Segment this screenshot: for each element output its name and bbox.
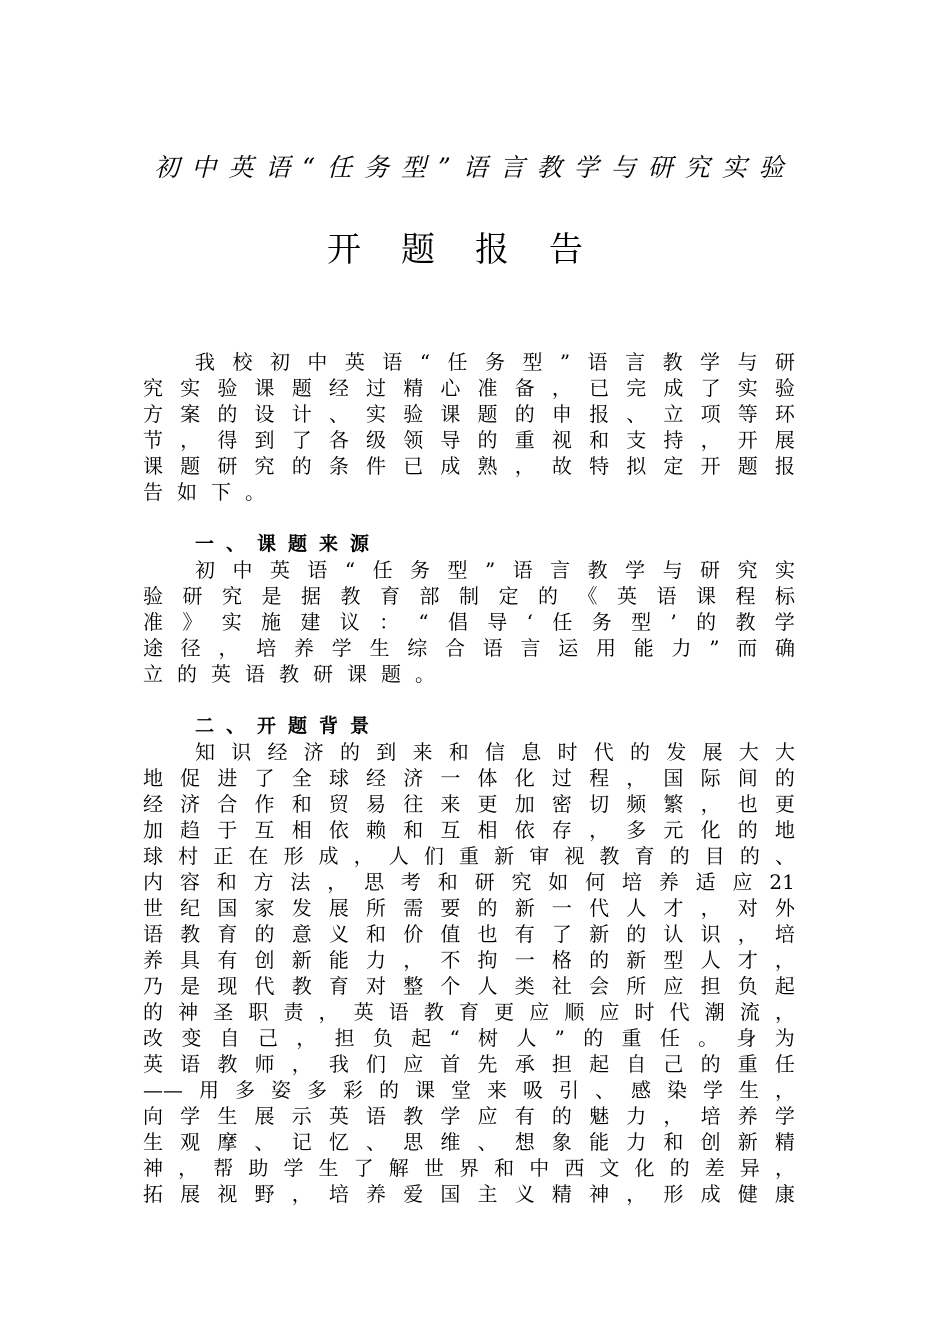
document-subtitle: 开题报告 (327, 230, 623, 270)
text-line: 验 研 究 是 据 教 育 部 制 定 的 《 英 语 课 程 标 (143, 584, 795, 608)
section-source (143, 531, 795, 687)
text-line: 内 容 和 方 法 ， 思 考 和 研 究 如 何 培 养 适 应 21 (143, 870, 795, 894)
text-line: 课 题 研 究 的 条 件 已 成 熟 ， 故 特 拟 定 开 题 报 (143, 454, 795, 478)
text-line: 世 纪 国 家 发 展 所 需 要 的 新 一 代 人 才 ， 对 外 (143, 896, 795, 920)
text-line: 英 语 教 师 ， 我 们 应 首 先 承 担 起 自 己 的 重 任 (143, 1052, 795, 1076)
text-line: 球 村 正 在 形 成 ， 人 们 重 新 审 视 教 育 的 目 的 、 (143, 844, 795, 868)
section-heading: 一、课题来源 (195, 533, 382, 555)
text-line: 立 的 英 语 教 研 课 题 。 (143, 662, 435, 686)
document-title: 初中英语“任务型”语言教学与研究实验 (154, 153, 796, 182)
text-line: 我 校 初 中 英 语 “ 任 务 型 ” 语 言 教 学 与 研 (195, 350, 795, 374)
text-line: 究 实 验 课 题 经 过 精 心 准 备 ， 已 完 成 了 实 验 (143, 376, 795, 400)
text-line: 生 观 摩 、 记 忆 、 思 维 、 想 象 能 力 和 创 新 精 (143, 1130, 795, 1154)
text-line: 的 神 圣 职 责 ， 英 语 教 育 更 应 顺 应 时 代 潮 流 ， (143, 1000, 795, 1024)
text-line: 经 济 合 作 和 贸 易 往 来 更 加 密 切 频 繁 ， 也 更 (143, 792, 795, 816)
intro-paragraph (143, 349, 795, 505)
text-line: 地 促 进 了 全 球 经 济 一 体 化 过 程 ， 国 际 间 的 (143, 766, 795, 790)
text-line: —— 用 多 姿 多 彩 的 课 堂 来 吸 引 、 感 染 学 生 ， (143, 1078, 795, 1102)
text-line: 节 ， 得 到 了 各 级 领 导 的 重 视 和 支 持 ， 开 展 (143, 428, 795, 452)
text-line: 语 教 育 的 意 义 和 价 值 也 有 了 新 的 认 识 ， 培 (143, 922, 795, 946)
text-line: 养 具 有 创 新 能 力 ， 不 拘 一 格 的 新 型 人 才 ， (143, 948, 795, 972)
text-line: 准 》 实 施 建 议 ： “ 倡 导 ‘ 任 务 型 ’ 的 教 学 (143, 610, 795, 634)
text-line: 乃 是 现 代 教 育 对 整 个 人 类 社 会 所 应 担 负 起 (143, 974, 795, 998)
text-line: 告 如 下 。 (143, 480, 265, 504)
text-line: 加 趋 于 互 相 依 赖 和 互 相 依 存 ， 多 元 化 的 地 (143, 818, 795, 842)
section-heading: 二、开题背景 (195, 715, 382, 737)
text-line: 途 径 ， 培 养 学 生 综 合 语 言 运 用 能 力 ” 而 确 (143, 636, 795, 660)
text-line: 向 学 生 展 示 英 语 教 学 应 有 的 魅 力 ， 培 养 学 (143, 1104, 795, 1128)
text-line: 初 中 英 语 “ 任 务 型 ” 语 言 教 学 与 研 究 实 (195, 558, 795, 582)
text-line: 方 案 的 设 计 、 实 验 课 题 的 申 报 、 立 项 等 环 (143, 402, 795, 426)
text-line: 改 变 自 己 ， 担 负 起 “ 树 人 ” 的 重 任 。 身 为 (143, 1026, 795, 1050)
text-line: 拓 展 视 野 ， 培 养 爱 国 主 义 精 神 ， 形 成 健 康 (143, 1182, 795, 1206)
section-background (143, 713, 795, 1207)
text-line: 知 识 经 济 的 到 来 和 信 息 时 代 的 发 展 大 大 (195, 740, 795, 764)
text-line: 神 ， 帮 助 学 生 了 解 世 界 和 中 西 文 化 的 差 异 ， (143, 1156, 795, 1180)
